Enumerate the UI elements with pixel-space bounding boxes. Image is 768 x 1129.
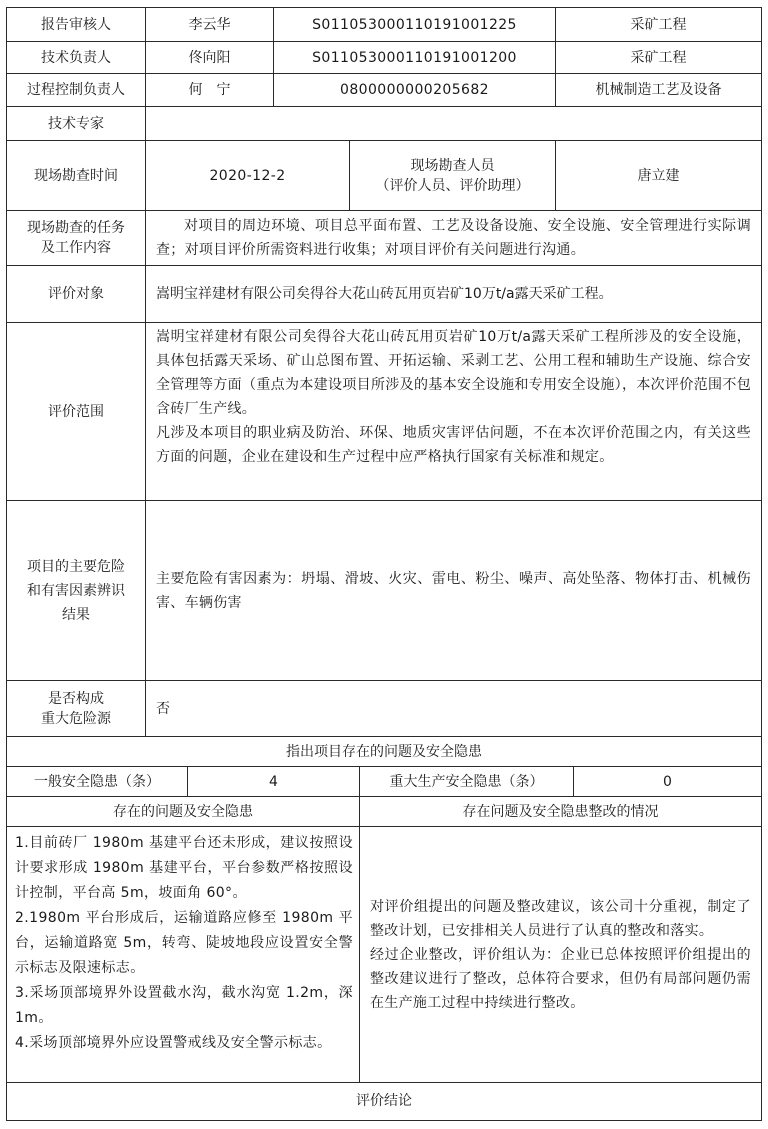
row-survey-task xyxy=(7,210,761,265)
hazards-text: 主要危险有害因素为：坍塌、滑坡、火灾、雷电、粉尘、噪声、高处坠落、物体打击、机械伤害、车辆伤害 xyxy=(156,570,751,611)
major-hazard-label xyxy=(7,681,145,736)
row-conclusion xyxy=(7,1082,761,1119)
certificate-number: S011053000110191001225 xyxy=(273,8,555,41)
scope-label: 评价范围 xyxy=(48,403,104,420)
row-issues-title xyxy=(7,736,761,766)
scope-paragraph-2: 凡涉及本项目的职业病及防治、环保、地质灾害评估问题，不在本次评价范围之内，有关这些方面的问题，企业在建设和生产过程中应严格执行国家有关标准和规定。 xyxy=(156,425,751,465)
survey-time-value: 2020-12-2 xyxy=(145,141,349,210)
survey-time-label: 现场勘查时间 xyxy=(34,167,118,184)
list-item: 1.目前砖厂 1980m 基建平台还未形成，建议按照设计要求形成 1980m 基建平台，平台参数严格按照设计控制，平台高 5m，坡面角 60°。 xyxy=(15,835,353,901)
rectification-content xyxy=(359,827,761,1082)
rectification-paragraph-1: 对评价组提出的问题及整改建议，该公司十分重视，制定了整改计划，已安排相关人员进行了认真的整改和落实。 xyxy=(370,898,751,939)
row-evaluation-object xyxy=(7,265,761,322)
survey-staff-subtitle: （评价人员、评价助理） xyxy=(375,177,530,194)
general-hazard-count: 4 xyxy=(187,767,359,796)
certificate-number: S011053000110191001200 xyxy=(273,42,555,73)
row-technical-lead xyxy=(7,41,761,73)
row-technical-expert xyxy=(7,106,761,140)
task-label-line1: 现场勘查的任务 xyxy=(27,220,125,236)
hazards-label xyxy=(7,501,145,680)
general-hazard-label: 一般安全隐患（条） xyxy=(34,773,160,790)
rectification-column-header: 存在问题及安全隐患整改的情况 xyxy=(359,797,761,826)
person-name: 李云华 xyxy=(145,8,273,41)
row-hazard-counts xyxy=(7,766,761,796)
issues-section-title: 指出项目存在的问题及安全隐患 xyxy=(286,743,482,760)
major-hazard-label-line1: 是否构成 xyxy=(48,690,104,707)
role-label: 报告审核人 xyxy=(41,16,111,33)
list-item: 3.采场顶部境界外设置截水沟，截水沟宽 1.2m，深 1m。 xyxy=(15,985,353,1026)
task-label-line2: 及工作内容 xyxy=(41,240,111,256)
conclusion-title: 评价结论 xyxy=(356,1093,412,1109)
row-issues-content xyxy=(7,826,761,1082)
certificate-number: 0800000000205682 xyxy=(273,74,555,106)
row-issues-headers xyxy=(7,796,761,826)
row-major-hazard-source xyxy=(7,680,761,736)
person-name: 何 宁 xyxy=(145,74,273,106)
row-evaluation-scope xyxy=(7,322,761,500)
task-label xyxy=(7,211,145,265)
task-content xyxy=(145,211,761,265)
object-label: 评价对象 xyxy=(48,286,104,302)
scope-content xyxy=(145,323,761,500)
evaluation-form-table xyxy=(6,7,762,1121)
major-hazard-value: 否 xyxy=(145,681,761,736)
scope-paragraph-1: 嵩明宝祥建材有限公司矣得谷大花山砖瓦用页岩矿10万t/a露天采矿工程所涉及的安全设施，具体包括露天采场、矿山总图布置、开拓运输、采剥工艺、公用工程和辅助生产设施、综合安全管理等方面（重点为本建设项目所涉及的基本安全设施和专用安全设施），本次评价范围不包含砖厂生产线。 xyxy=(156,329,751,417)
survey-staff-label xyxy=(349,141,555,210)
survey-staff-value: 唐立建 xyxy=(555,141,761,210)
role-label: 过程控制负责人 xyxy=(27,82,125,98)
tech-expert-value xyxy=(145,107,761,140)
role-label: 技术负责人 xyxy=(41,49,111,66)
row-site-survey xyxy=(7,140,761,210)
list-item: 4.采场顶部境界外应设置警戒线及安全警示标志。 xyxy=(15,1035,332,1051)
hazards-label-line1: 项目的主要危险 xyxy=(27,558,125,575)
list-item: 2.1980m 平台形成后，运输道路应修至 1980m 平台，运输道路宽 5m，转弯、陡坡地段应设置安全警示标志及限速标志。 xyxy=(15,910,353,976)
tech-expert-label: 技术专家 xyxy=(48,115,104,132)
hazards-label-line2: 和有害因素辨识 xyxy=(27,582,125,599)
major-field: 采矿工程 xyxy=(555,42,761,73)
survey-staff-title: 现场勘查人员 xyxy=(410,157,495,174)
hazards-content xyxy=(145,501,761,680)
issues-column-header: 存在的问题及安全隐患 xyxy=(113,803,253,820)
rectification-paragraph-2: 经过企业整改，评价组认为：企业已总体按照评价组提出的整改建议进行了整改，总体符合要求，但仍有局部问题仍需在生产施工过程中持续进行整改。 xyxy=(370,946,751,1011)
major-hazard-count: 0 xyxy=(573,767,761,796)
row-process-control-lead xyxy=(7,73,761,106)
major-field: 机械制造工艺及设备 xyxy=(555,74,761,106)
task-text: 对项目的周边环境、项目总平面布置、工艺及设备设施、安全设施、安全管理进行实际调查；对项目评价所需资料进行收集；对项目评价有关问题进行沟通。 xyxy=(156,218,751,258)
hazards-label-line3: 结果 xyxy=(62,606,90,623)
person-name: 佟向阳 xyxy=(145,42,273,73)
row-hazard-identification xyxy=(7,500,761,680)
object-text: 嵩明宝祥建材有限公司矣得谷大花山砖瓦用页岩矿10万t/a露天采矿工程。 xyxy=(145,266,761,322)
major-hazard-label-line2: 重大危险源 xyxy=(41,710,111,727)
issues-list xyxy=(7,827,359,1082)
major-hazard-count-label: 重大生产安全隐患（条） xyxy=(359,767,573,796)
major-field: 采矿工程 xyxy=(555,8,761,41)
row-report-reviewer xyxy=(7,8,761,41)
